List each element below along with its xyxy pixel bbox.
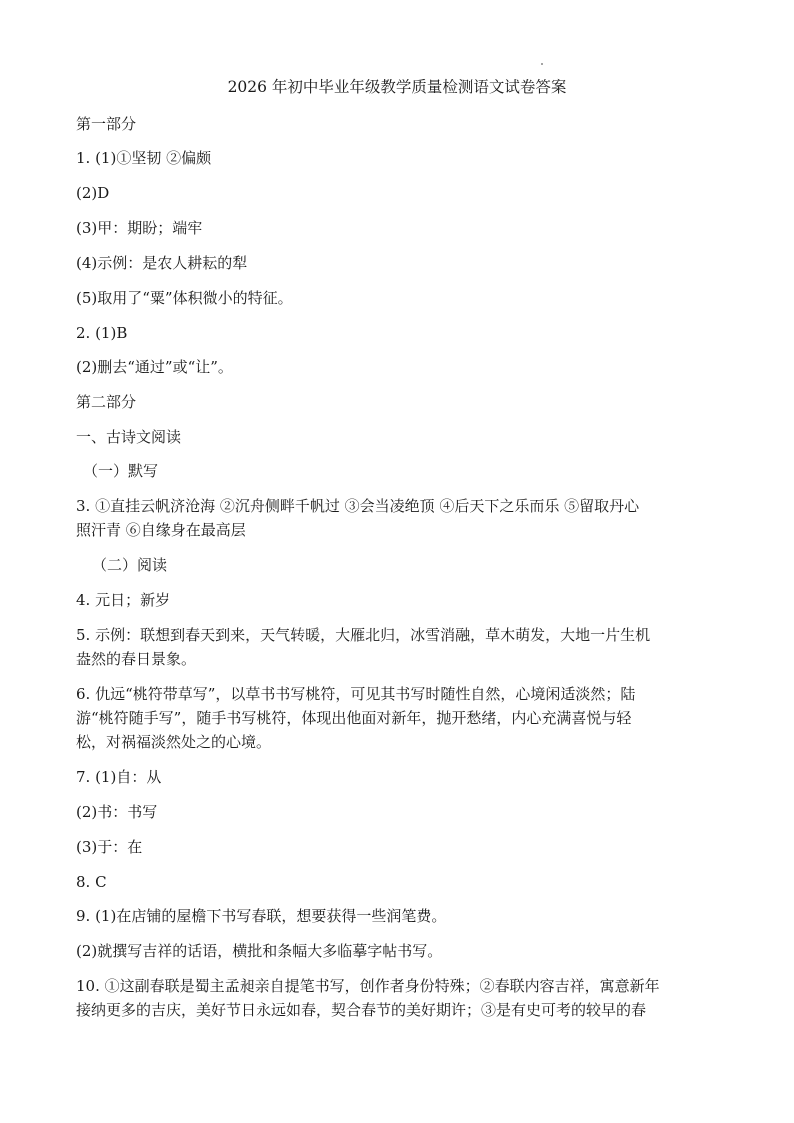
subsection-heading: （一）默写	[83, 462, 159, 480]
answer-line: 松，对祸福淡然处之的心境。	[76, 733, 272, 751]
answer-line: (3)于：在	[76, 838, 143, 856]
answer-line: 游“桃符随手写”，随手书写桃符，体现出他面对新年，抛开愁绪，内心充满喜悦与轻	[76, 709, 632, 727]
section-heading-part-two: 第二部分	[76, 393, 137, 411]
answer-line: 2. (1)B	[76, 324, 128, 342]
answer-line: 1. (1)①坚韧 ②偏颇	[76, 149, 212, 167]
section-heading-part-one: 第一部分	[76, 115, 137, 133]
answer-line: 接纳更多的吉庆，美好节日永远如春，契合春节的美好期许；③是有史可考的较早的春	[76, 1001, 647, 1019]
answer-line: (5)取用了“粟”体积微小的特征。	[76, 289, 293, 307]
answer-line: 5. 示例：联想到春天到来，天气转暖，大雁北归，冰雪消融，草木萌发，大地一片生机	[76, 626, 651, 644]
answer-line: 照汗青 ⑥自缘身在最高层	[76, 521, 246, 539]
answer-line: (4)示例：是农人耕耘的犁	[76, 254, 248, 272]
subsection-heading: （二）阅读	[92, 556, 168, 574]
answer-line: 4. 元日；新岁	[76, 591, 171, 609]
answer-line: 6. 仇远“桃符带草写”，以草书书写桃符，可见其书写时随性自然，心境闲适淡然；陆	[76, 685, 636, 703]
answer-line: 3. ①直挂云帆济沧海 ②沉舟侧畔千帆过 ③会当凌绝顶 ④后天下之乐而乐 ⑤留取丹心	[76, 497, 640, 515]
document-title: 2026 年初中毕业年级教学质量检测语文试卷答案	[227, 78, 567, 96]
answer-line: (2)D	[76, 184, 110, 202]
answer-line: 7. (1)自：从	[76, 768, 162, 786]
answer-line: (2)删去“通过”或“让”。	[76, 358, 233, 376]
answer-line: (3)甲：期盼；端牢	[76, 219, 203, 237]
answer-line: (2)书：书写	[76, 803, 158, 821]
answer-line: 10. ①这副春联是蜀主孟昶亲自提笔书写，创作者身份特殊；②春联内容吉祥，寓意新年	[76, 977, 660, 995]
page-dot-mark	[541, 63, 543, 65]
subsection-heading: 一、古诗文阅读	[76, 428, 182, 446]
answer-line: 9. (1)在店铺的屋檐下书写春联，想要获得一些润笔费。	[76, 907, 447, 925]
answer-line: 盎然的春日景象。	[76, 650, 197, 668]
answer-line: (2)就撰写吉祥的话语，横批和条幅大多临摹字帖书写。	[76, 942, 443, 960]
answer-line: 8. C	[76, 873, 107, 891]
